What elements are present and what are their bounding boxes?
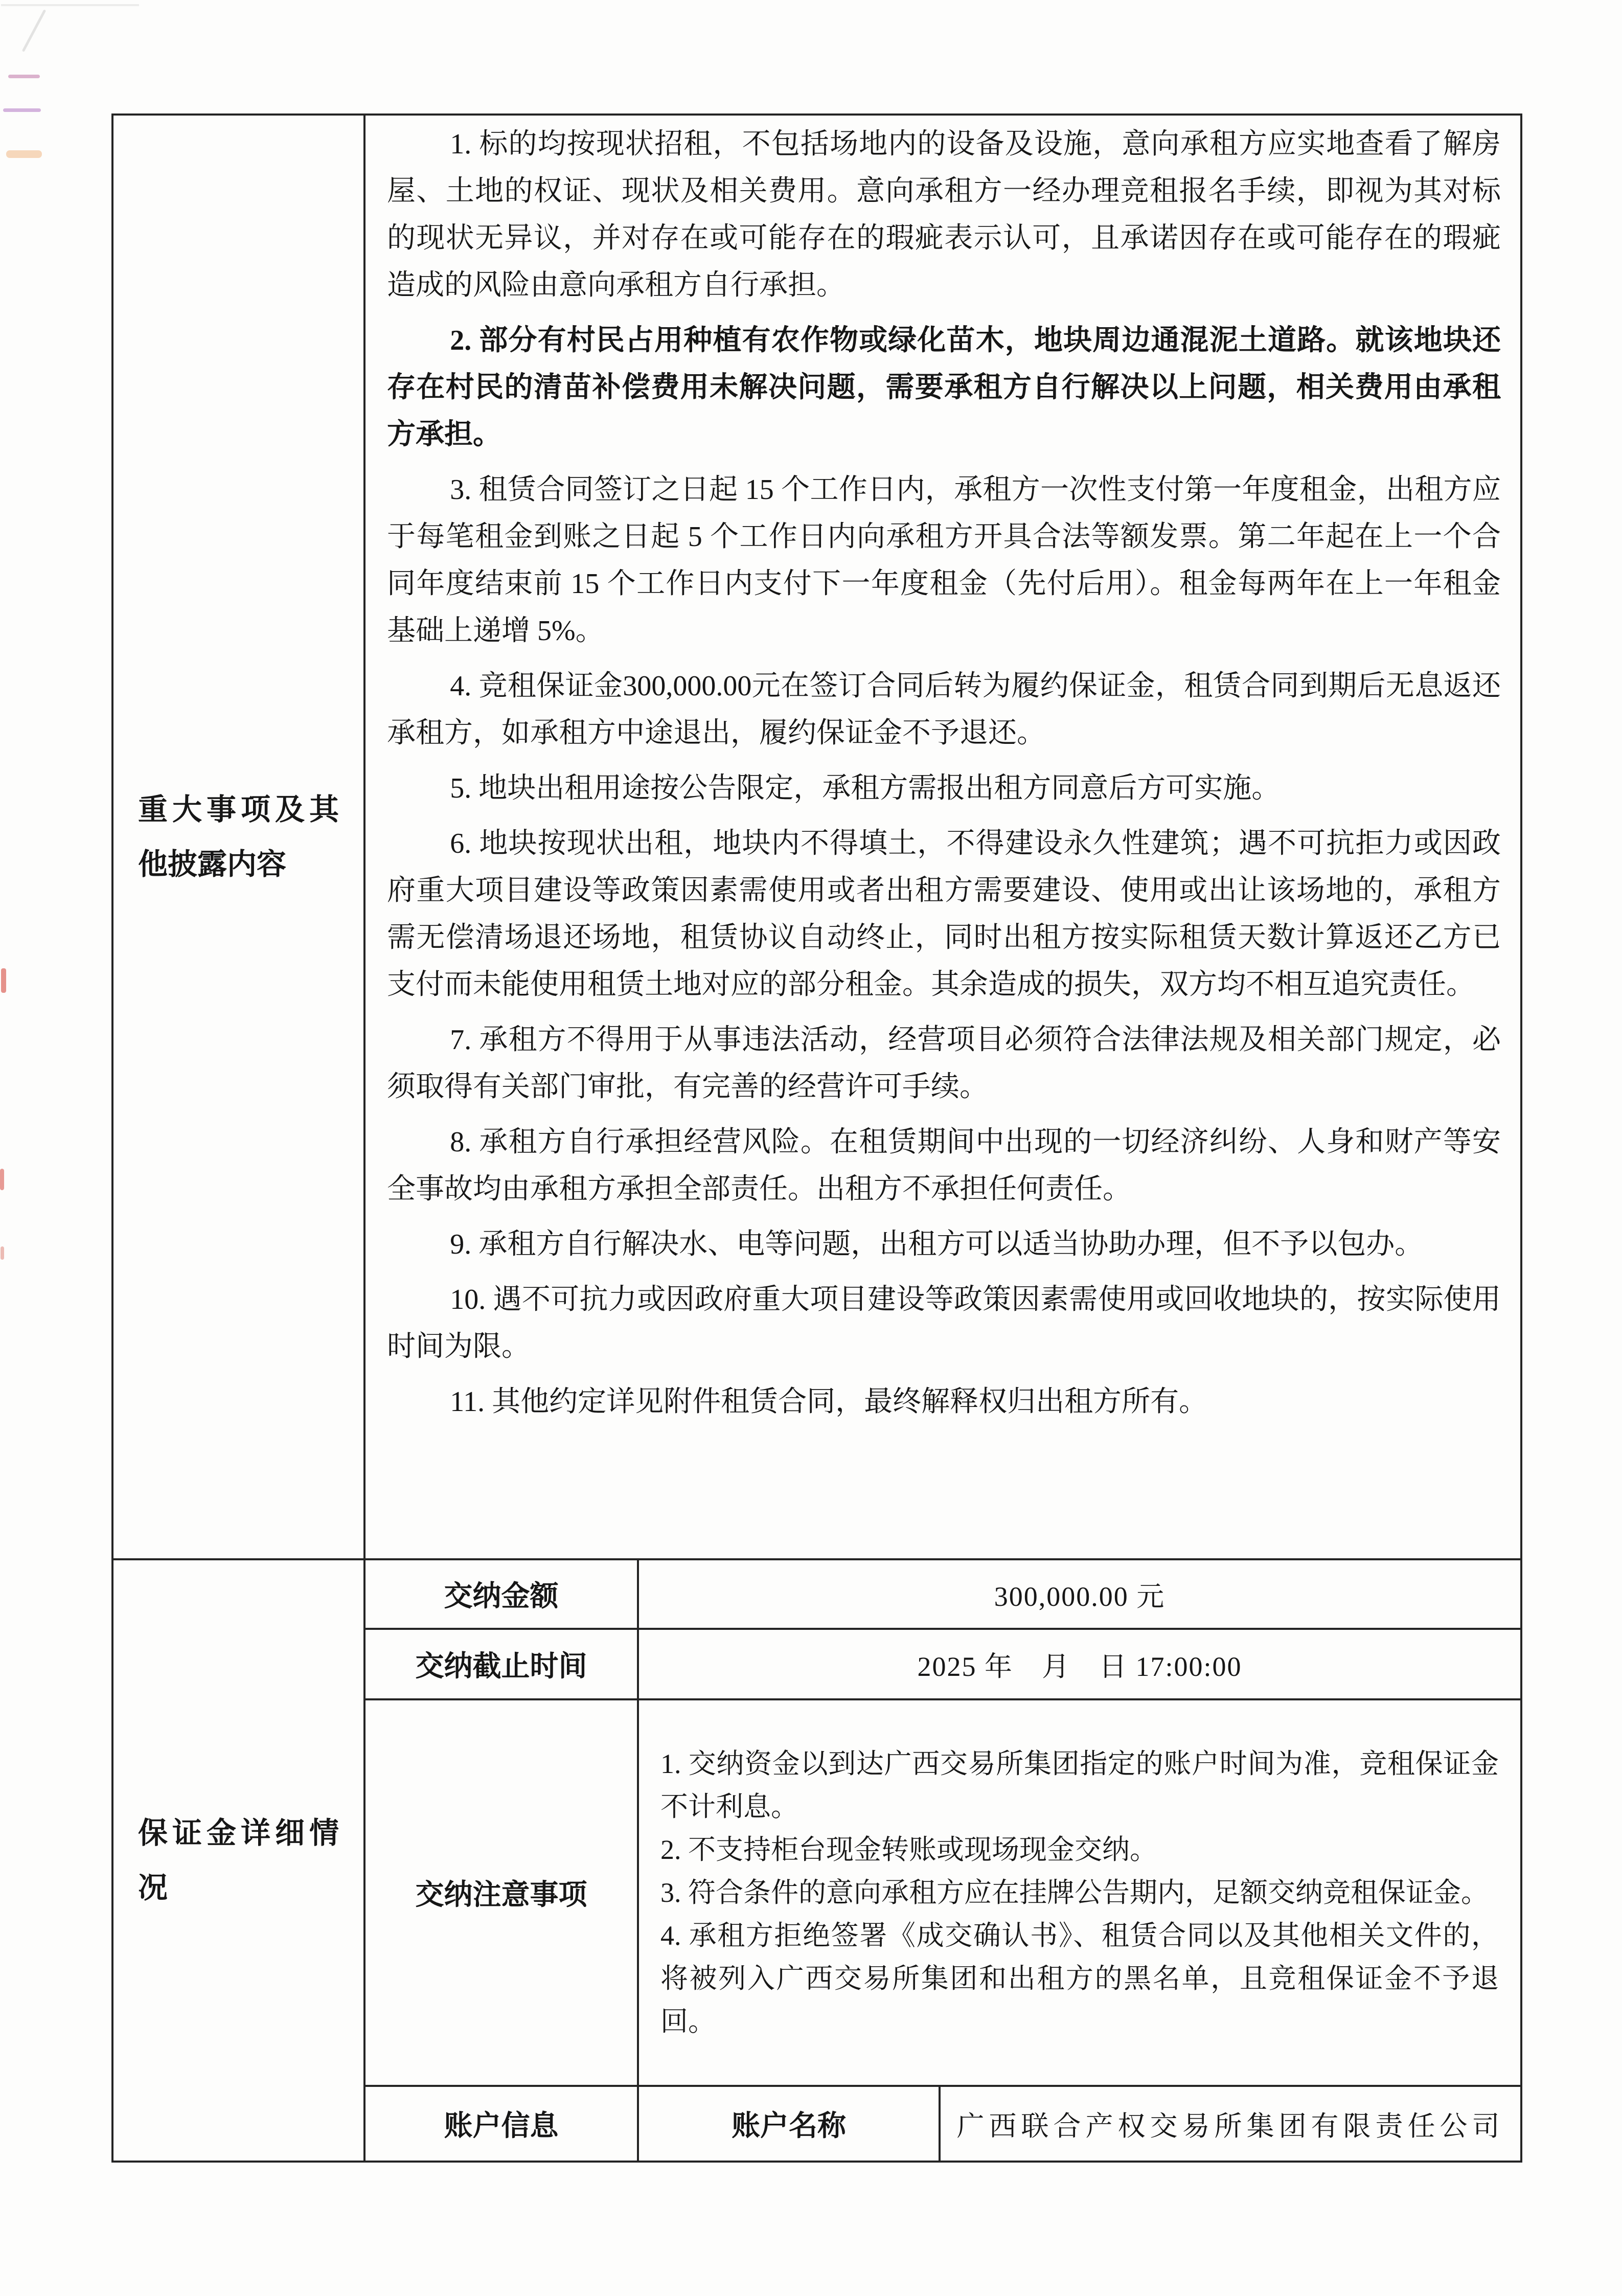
account-info-label: 账户信息	[364, 2086, 638, 2162]
clause-3: 3. 租赁合同签订之日起 15 个工作日内，承租方一次性支付第一年度租金，出租方应于每笔租金到账之日起 5 个工作日内向承租方开具合法等额发票。第二年起在上一个合同年度结束前 15 个工作日内支付下一年度租金（先付后用）。租金每两年在上一年租金基础上递增 5%。	[387, 474, 1501, 647]
section-header-deposit-details	[112, 1559, 364, 2162]
deposit-note-1: 1. 交纳资金以到达广西交易所集团指定的账户时间为准，竞租保证金不计利息。	[660, 1748, 1499, 1822]
scan-scratch-artifact	[22, 9, 47, 52]
deposit-amount-value: 300,000.00 元	[638, 1559, 1521, 1629]
clause-2: 2. 部分有村民占用种植有农作物或绿化苗木，地块周边通混泥土道路。就该地块还存在村民的清苗补偿费用未解决问题，需要承租方自行解决以上问题，相关费用由承租方承担。	[387, 325, 1501, 450]
scan-pink-mark	[8, 75, 40, 78]
clause-7: 7. 承租方不得用于从事违法活动，经营项目必须符合法律法规及相关部门规定，必须取得有关部门审批，有完善的经营许可手续。	[387, 1024, 1501, 1103]
scan-red-mark-3	[1, 1246, 4, 1260]
scan-orange-mark	[6, 150, 42, 158]
clause-1: 1. 标的均按现状招租，不包括场地内的设备及设施，意向承租方应实地查看了解房屋、土地的权证、现状及相关费用。意向承租方一经办理竞租报名手续，即视为其对标的现状无异议，并对存在或可能存在的瑕疵表示认可，且承诺因存在或可能存在的瑕疵造成的风险由意向承租方自行承担。	[387, 128, 1501, 301]
clause-11: 11. 其他约定详见附件租赁合同，最终解释权归出租方所有。	[450, 1386, 1208, 1418]
deposit-notes-content-cell	[638, 1699, 1521, 2086]
clause-5: 5. 地块出租用途按公告限定，承租方需报出租方同意后方可实施。	[450, 772, 1281, 804]
account-name-label: 账户名称	[638, 2086, 940, 2162]
disclosure-table	[111, 113, 1522, 2163]
section-header-major-matters-label: 重大事项及其他披露内容	[138, 792, 339, 881]
section-header-deposit-details-label: 保证金详细情况	[138, 1816, 339, 1904]
deposit-deadline-label: 交纳截止时间	[364, 1629, 638, 1699]
scan-purple-mark	[3, 108, 41, 112]
clause-9: 9. 承租方自行解决水、电等问题，出租方可以适当协助办理，但不予以包办。	[450, 1229, 1424, 1260]
table-row-deposit-amount	[112, 1559, 1521, 1629]
deposit-amount-label: 交纳金额	[364, 1559, 638, 1629]
clause-10: 10. 遇不可抗力或因政府重大项目建设等政策因素需使用或回收地块的，按实际使用时间为限。	[387, 1284, 1501, 1362]
major-matters-content-cell	[364, 115, 1521, 1559]
section-header-major-matters	[112, 115, 364, 1559]
account-name-value: 广西联合产权交易所集团有限责任公司	[940, 2086, 1521, 2162]
clause-4: 4. 竞租保证金300,000.00元在签订合同后转为履约保证金，租赁合同到期后无息返还承租方，如承租方中途退出，履约保证金不予退还。	[387, 670, 1501, 749]
scan-edge-streak	[1, 4, 139, 6]
scan-red-mark-2	[0, 1169, 4, 1190]
deposit-deadline-value: 2025 年 月 日 17:00:00	[638, 1629, 1521, 1699]
deposit-note-3: 3. 符合条件的意向承租方应在挂牌公告期内，足额交纳竞租保证金。	[660, 1877, 1489, 1908]
deposit-notes-label: 交纳注意事项	[364, 1699, 638, 2086]
deposit-note-2: 2. 不支持柜台现金转账或现场现金交纳。	[660, 1834, 1157, 1865]
clause-6: 6. 地块按现状出租，地块内不得填土，不得建设永久性建筑；遇不可抗拒力或因政府重大项目建设等政策因素需使用或者出租方需要建设、使用或出让该场地的，承租方需无偿清场退还场地，租赁协议自动终止，同时出租方按实际租赁天数计算返还乙方已支付而未能使用租赁土地对应的部分租金。其余造成的损失，双方均不相互追究责任。	[387, 828, 1501, 1001]
scan-red-mark-1	[1, 968, 6, 993]
deposit-note-4: 4. 承租方拒绝签署《成交确认书》、租赁合同以及其他相关文件的，将被列入广西交易所集团和出租方的黑名单，且竞租保证金不予退回。	[660, 1920, 1499, 2037]
clause-8: 8. 承租方自行承担经营风险。在租赁期间中出现的一切经济纠纷、人身和财产等安全事故均由承租方承担全部责任。出租方不承担任何责任。	[387, 1126, 1501, 1205]
table-row-major-matters	[112, 115, 1521, 1559]
